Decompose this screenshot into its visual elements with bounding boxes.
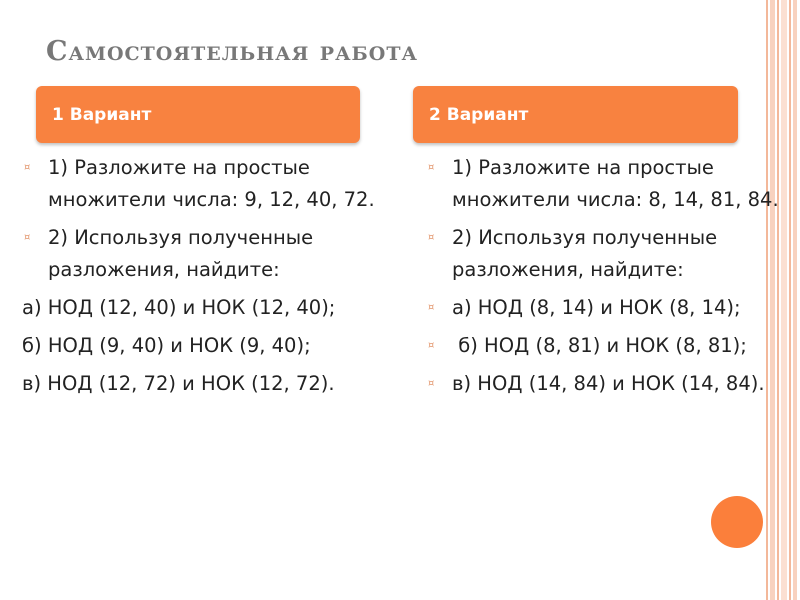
variant-2-header xyxy=(413,86,738,143)
variant-1-content xyxy=(22,152,382,406)
list-item xyxy=(22,152,382,216)
list-item-text: а) НОД (8, 14) и НОК (8, 14); xyxy=(452,296,741,319)
list-item-text: 2) Используя полученные разложения, найдите: xyxy=(48,226,314,281)
bullet-icon: ¤ xyxy=(428,378,435,389)
bullet-icon: ¤ xyxy=(24,232,31,243)
list-item xyxy=(426,152,784,216)
variant-2-header-label: 2 Вариант xyxy=(429,104,529,125)
list-item xyxy=(426,222,784,286)
list-item xyxy=(426,292,784,324)
bullet-icon: ¤ xyxy=(24,162,31,173)
list-item-text: 1) Разложите на простые множители числа: 9, 12, 40, 72. xyxy=(48,156,375,211)
list-item-text: 2) Используя полученные разложения, найдите: xyxy=(452,226,718,281)
variant-2-content xyxy=(426,152,784,406)
list-item xyxy=(426,368,784,400)
list-item-text: в) НОД (14, 84) и НОК (14, 84). xyxy=(452,372,765,395)
list-item-text: б) НОД (9, 40) и НОК (9, 40); xyxy=(22,334,311,357)
bullet-icon: ¤ xyxy=(428,340,435,351)
slide-title: Самостоятельная работа xyxy=(46,36,418,67)
variant-1-header-label: 1 Вариант xyxy=(52,104,152,125)
decorative-circle xyxy=(711,496,763,548)
list-item xyxy=(426,330,784,362)
list-item xyxy=(22,222,382,286)
bullet-icon: ¤ xyxy=(428,232,435,243)
bullet-icon: ¤ xyxy=(428,302,435,313)
list-item xyxy=(22,368,382,400)
variant-1-header xyxy=(36,86,360,143)
list-item-text: 1) Разложите на простые множители числа: 8, 14, 81, 84. xyxy=(452,156,779,211)
list-item xyxy=(22,292,382,324)
list-item-text: в) НОД (12, 72) и НОК (12, 72). xyxy=(22,372,335,395)
bullet-icon: ¤ xyxy=(428,162,435,173)
list-item-text: а) НОД (12, 40) и НОК (12, 40); xyxy=(22,296,336,319)
list-item xyxy=(22,330,382,362)
list-item-text: б) НОД (8, 81) и НОК (8, 81); xyxy=(452,334,747,357)
